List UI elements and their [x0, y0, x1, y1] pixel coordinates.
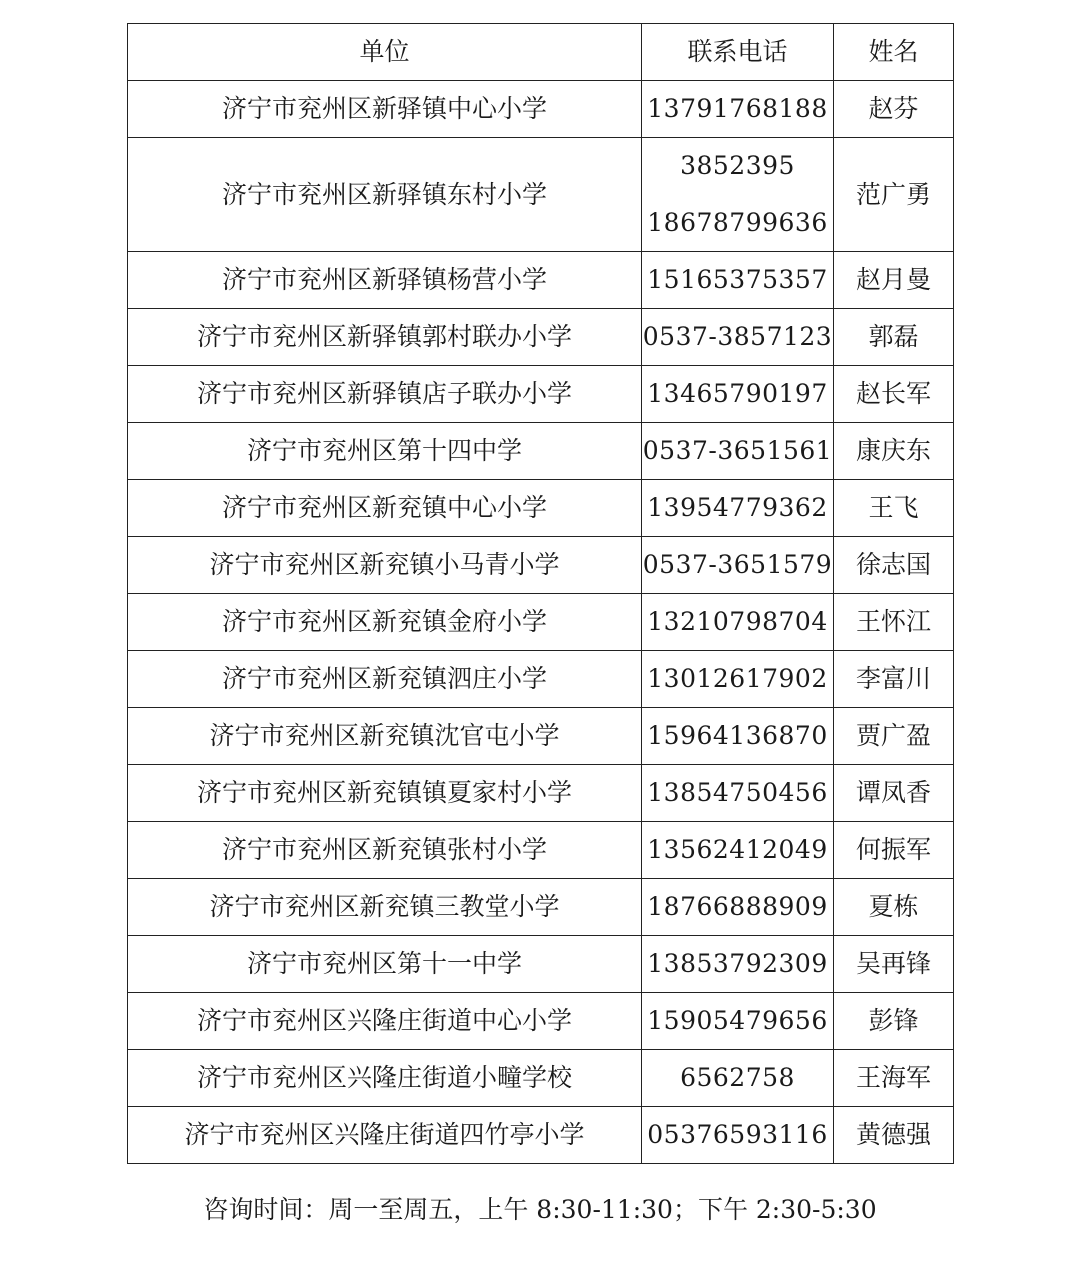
cell-unit: 济宁市兖州区新兖镇中心小学	[128, 480, 642, 537]
cell-unit: 济宁市兖州区新驿镇店子联办小学	[128, 366, 642, 423]
cell-phone	[642, 366, 834, 423]
cell-unit: 济宁市兖州区新兖镇泗庄小学	[128, 651, 642, 708]
cell-name: 王怀江	[834, 594, 954, 651]
phone-number: 6562758	[680, 1063, 795, 1092]
cell-unit: 济宁市兖州区第十四中学	[128, 423, 642, 480]
cell-phone	[642, 81, 834, 138]
cell-phone	[642, 594, 834, 651]
table-body	[128, 81, 954, 1164]
consultation-hours-note: 咨询时间：周一至周五，上午 8:30-11:30；下午 2:30-5:30	[203, 1195, 877, 1224]
phone-number: 0537-3857123	[642, 322, 833, 351]
cell-phone	[642, 765, 834, 822]
phone-number: 05376593116	[647, 1120, 828, 1149]
phone-number: 15165375357	[647, 265, 828, 294]
cell-name: 谭凤香	[834, 765, 954, 822]
phone-number: 0537-3651579	[642, 550, 833, 579]
cell-phone	[642, 993, 834, 1050]
cell-phone	[642, 936, 834, 993]
cell-unit: 济宁市兖州区新兖镇金府小学	[128, 594, 642, 651]
header-phone: 联系电话	[642, 24, 834, 81]
cell-phone	[642, 423, 834, 480]
table-row	[128, 993, 954, 1050]
cell-phone	[642, 309, 834, 366]
cell-name: 夏栋	[834, 879, 954, 936]
cell-name: 黄德强	[834, 1107, 954, 1164]
cell-name: 赵月曼	[834, 252, 954, 309]
cell-unit: 济宁市兖州区新兖镇小马青小学	[128, 537, 642, 594]
cell-name: 彭锋	[834, 993, 954, 1050]
phone-number: 13791768188	[647, 94, 828, 123]
header-unit: 单位	[128, 24, 642, 81]
cell-name: 王飞	[834, 480, 954, 537]
contact-table	[127, 23, 954, 1164]
phone-number: 13853792309	[647, 949, 828, 978]
table-header-row	[128, 24, 954, 81]
cell-phone	[642, 138, 834, 252]
cell-phone	[642, 537, 834, 594]
table-row	[128, 594, 954, 651]
table-row	[128, 81, 954, 138]
cell-phone	[642, 708, 834, 765]
phone-number: 13562412049	[647, 835, 828, 864]
table-row	[128, 252, 954, 309]
cell-phone	[642, 1050, 834, 1107]
cell-name: 郭磊	[834, 309, 954, 366]
phone-number: 15964136870	[647, 721, 828, 750]
cell-phone	[642, 480, 834, 537]
phone-number: 18766888909	[647, 892, 828, 921]
table-row	[128, 309, 954, 366]
cell-phone	[642, 1107, 834, 1164]
cell-name: 贾广盈	[834, 708, 954, 765]
cell-name: 王海军	[834, 1050, 954, 1107]
phone-number: 13854750456	[647, 778, 828, 807]
table-row	[128, 708, 954, 765]
cell-unit: 济宁市兖州区第十一中学	[128, 936, 642, 993]
cell-name: 吴再锋	[834, 936, 954, 993]
cell-name: 赵长军	[834, 366, 954, 423]
table-row	[128, 423, 954, 480]
cell-name: 赵芬	[834, 81, 954, 138]
table-row	[128, 765, 954, 822]
cell-unit: 济宁市兖州区新驿镇东村小学	[128, 138, 642, 252]
table-row	[128, 651, 954, 708]
cell-name: 范广勇	[834, 138, 954, 252]
cell-unit: 济宁市兖州区新驿镇郭村联办小学	[128, 309, 642, 366]
cell-name: 何振军	[834, 822, 954, 879]
cell-name: 李富川	[834, 651, 954, 708]
phone-number: 13012617902	[647, 664, 828, 693]
table-row	[128, 822, 954, 879]
cell-name: 徐志国	[834, 537, 954, 594]
cell-unit: 济宁市兖州区兴隆庄街道中心小学	[128, 993, 642, 1050]
cell-unit: 济宁市兖州区新兖镇沈官屯小学	[128, 708, 642, 765]
cell-unit: 济宁市兖州区新兖镇三教堂小学	[128, 879, 642, 936]
cell-unit: 济宁市兖州区新驿镇杨营小学	[128, 252, 642, 309]
phone-number: 0537-3651561	[642, 436, 833, 465]
table-row	[128, 138, 954, 252]
cell-unit: 济宁市兖州区新兖镇镇夏家村小学	[128, 765, 642, 822]
cell-unit: 济宁市兖州区新驿镇中心小学	[128, 81, 642, 138]
phone-number: 3852395	[680, 151, 795, 180]
cell-phone	[642, 252, 834, 309]
table-row	[128, 480, 954, 537]
table-row	[128, 537, 954, 594]
table-row	[128, 879, 954, 936]
cell-unit: 济宁市兖州区兴隆庄街道四竹亭小学	[128, 1107, 642, 1164]
cell-unit: 济宁市兖州区新兖镇张村小学	[128, 822, 642, 879]
cell-name: 康庆东	[834, 423, 954, 480]
phone-number: 18678799636	[647, 208, 828, 237]
phone-number: 13954779362	[647, 493, 828, 522]
phone-number: 13210798704	[647, 607, 828, 636]
table-row	[128, 366, 954, 423]
table-row	[128, 1107, 954, 1164]
cell-phone	[642, 822, 834, 879]
cell-unit: 济宁市兖州区兴隆庄街道小疃学校	[128, 1050, 642, 1107]
table-row	[128, 1050, 954, 1107]
phone-number: 13465790197	[647, 379, 828, 408]
header-name: 姓名	[834, 24, 954, 81]
phone-number: 15905479656	[647, 1006, 828, 1035]
cell-phone	[642, 879, 834, 936]
table-row	[128, 936, 954, 993]
cell-phone	[642, 651, 834, 708]
